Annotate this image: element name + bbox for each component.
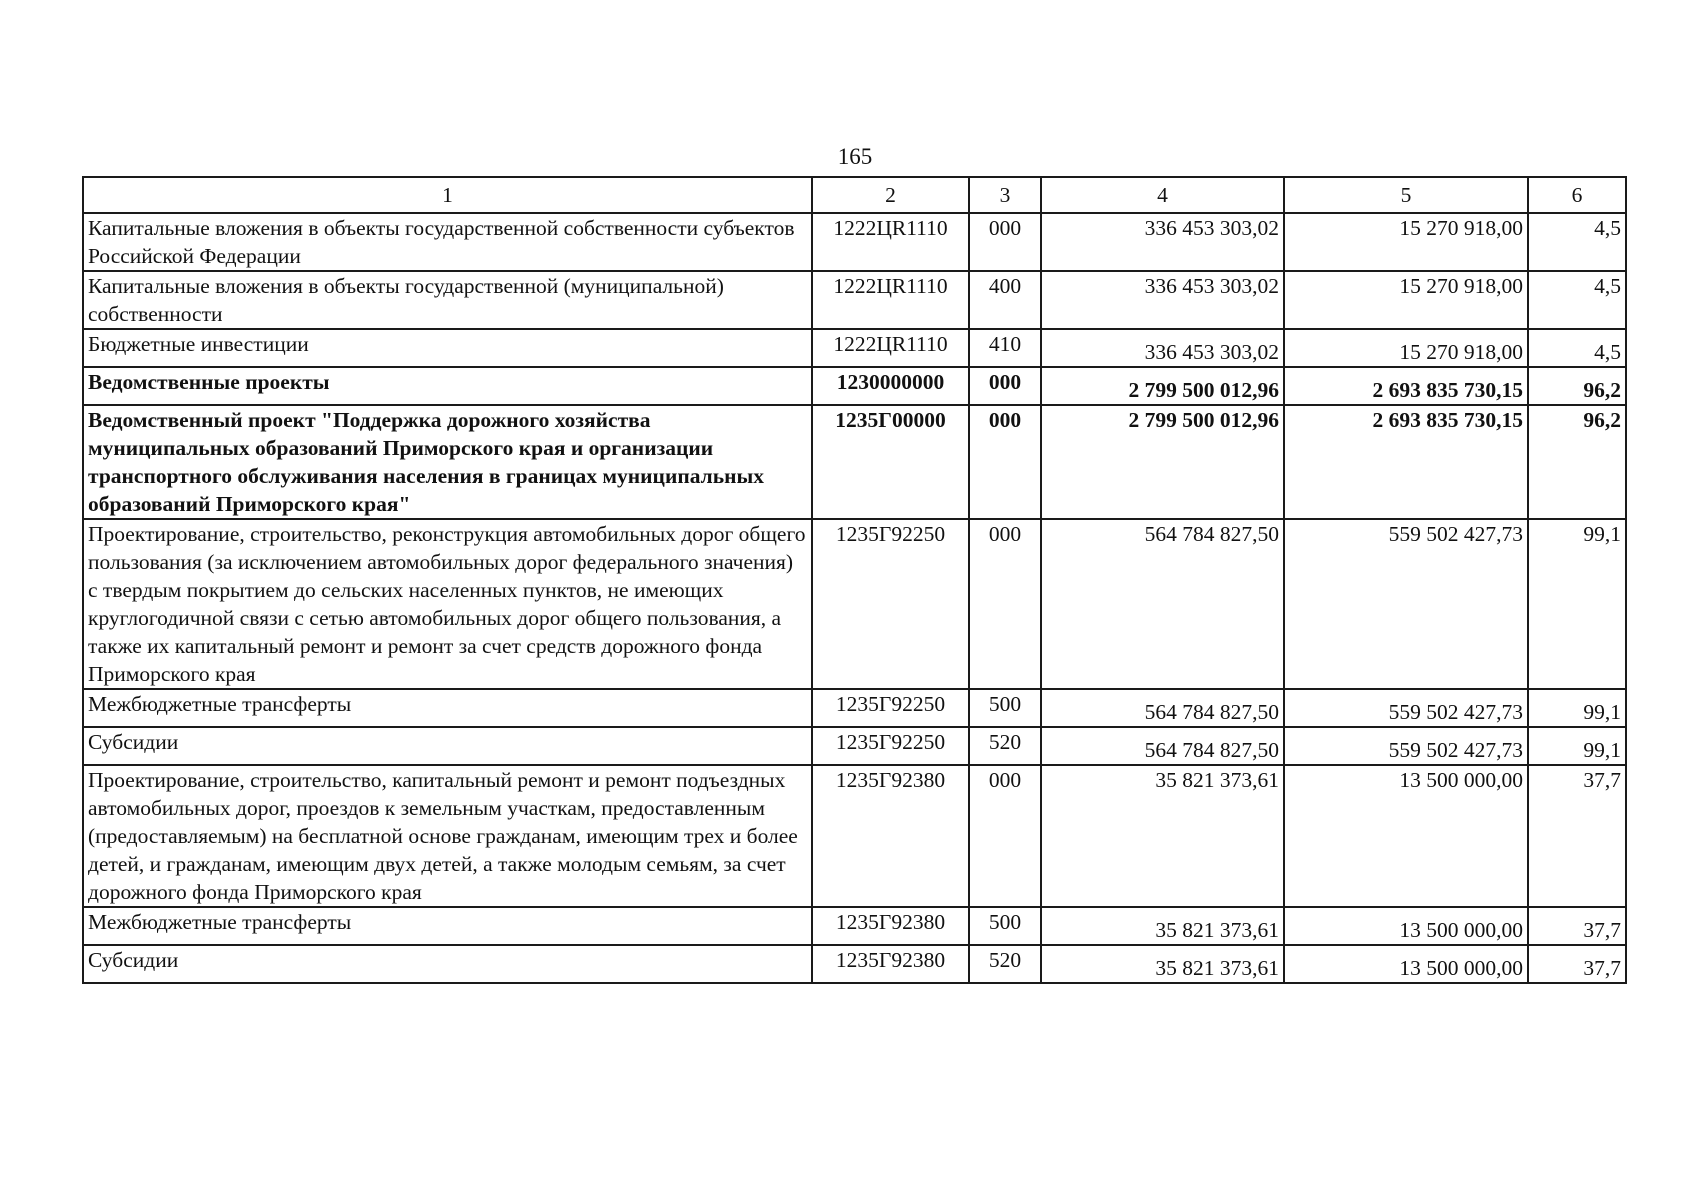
- row-percent: 99,1: [1528, 727, 1626, 765]
- row-percent: 37,7: [1528, 765, 1626, 907]
- row-fact: 2 693 835 730,15: [1284, 367, 1528, 405]
- header-cell-5: 5: [1284, 177, 1528, 213]
- row-type: 000: [969, 519, 1041, 689]
- row-type: 000: [969, 405, 1041, 519]
- budget-table: [82, 176, 1627, 984]
- row-type: 500: [969, 907, 1041, 945]
- row-type: 520: [969, 727, 1041, 765]
- row-code: 1222ЦR1110: [812, 329, 969, 367]
- row-plan: 35 821 373,61: [1041, 945, 1284, 983]
- row-type: 000: [969, 213, 1041, 271]
- row-code: 1235Г92250: [812, 727, 969, 765]
- row-name: Межбюджетные трансферты: [83, 907, 812, 945]
- row-plan: 336 453 303,02: [1041, 271, 1284, 329]
- row-name: Капитальные вложения в объекты государственной собственности субъектов Российской Федерации: [83, 213, 812, 271]
- row-fact: 559 502 427,73: [1284, 727, 1528, 765]
- row-percent: 37,7: [1528, 907, 1626, 945]
- table-row: [83, 945, 1626, 983]
- row-name: Ведомственный проект "Поддержка дорожного хозяйства муниципальных образований Приморского края и организации транспортного обслуживания населения в границах муниципальных образований Приморского края": [83, 405, 812, 519]
- header-cell-2: 2: [812, 177, 969, 213]
- row-plan: 564 784 827,50: [1041, 689, 1284, 727]
- table-row: [83, 329, 1626, 367]
- table-row: [83, 727, 1626, 765]
- row-type: 000: [969, 367, 1041, 405]
- row-plan: 35 821 373,61: [1041, 907, 1284, 945]
- row-type: 520: [969, 945, 1041, 983]
- row-plan: 564 784 827,50: [1041, 519, 1284, 689]
- row-plan: 2 799 500 012,96: [1041, 405, 1284, 519]
- header-cell-4: 4: [1041, 177, 1284, 213]
- header-cell-6: 6: [1528, 177, 1626, 213]
- page-number: [0, 144, 1698, 170]
- row-percent: 4,5: [1528, 213, 1626, 271]
- row-name: Субсидии: [83, 945, 812, 983]
- row-fact: 15 270 918,00: [1284, 271, 1528, 329]
- row-type: 500: [969, 689, 1041, 727]
- row-plan: 564 784 827,50: [1041, 727, 1284, 765]
- row-code: 1235Г92380: [812, 907, 969, 945]
- row-code: 1230000000: [812, 367, 969, 405]
- row-plan: 336 453 303,02: [1041, 213, 1284, 271]
- table-row: [83, 213, 1626, 271]
- row-percent: 99,1: [1528, 519, 1626, 689]
- table-row: [83, 367, 1626, 405]
- row-plan: 2 799 500 012,96: [1041, 367, 1284, 405]
- table-header-row: [83, 177, 1626, 213]
- table-row: [83, 271, 1626, 329]
- row-name: Проектирование, строительство, капитальный ремонт и ремонт подъездных автомобильных дорог, проездов к земельным участкам, предоставленным (предоставляемым) на бесплатной основе гражданам, имеющим трех и более детей, и гражданам, имеющим двух детей, а также молодым семьям, за счет дорожного фонда Приморского края: [83, 765, 812, 907]
- table-row: [83, 519, 1626, 689]
- row-code: 1235Г92380: [812, 765, 969, 907]
- row-name: Бюджетные инвестиции: [83, 329, 812, 367]
- row-name: Субсидии: [83, 727, 812, 765]
- row-code: 1222ЦR1110: [812, 271, 969, 329]
- row-plan: 35 821 373,61: [1041, 765, 1284, 907]
- row-percent: 4,5: [1528, 329, 1626, 367]
- row-fact: 13 500 000,00: [1284, 945, 1528, 983]
- row-fact: 559 502 427,73: [1284, 519, 1528, 689]
- row-fact: 2 693 835 730,15: [1284, 405, 1528, 519]
- row-fact: 559 502 427,73: [1284, 689, 1528, 727]
- row-code: 1222ЦR1110: [812, 213, 969, 271]
- row-percent: 96,2: [1528, 405, 1626, 519]
- row-name: Межбюджетные трансферты: [83, 689, 812, 727]
- table-row: [83, 405, 1626, 519]
- row-name: Проектирование, строительство, реконструкция автомобильных дорог общего пользования (за исключением автомобильных дорог федерального значения) с твердым покрытием до сельских населенных пунктов, не имеющих круглогодичной связи с сетью автомобильных дорог общего пользования, а также их капитальный ремонт и ремонт за счет средств дорожного фонда Приморского края: [83, 519, 812, 689]
- header-cell-3: 3: [969, 177, 1041, 213]
- row-name: Капитальные вложения в объекты государственной (муниципальной) собственности: [83, 271, 812, 329]
- row-type: 400: [969, 271, 1041, 329]
- row-type: 410: [969, 329, 1041, 367]
- row-code: 1235Г92250: [812, 519, 969, 689]
- row-type: 000: [969, 765, 1041, 907]
- row-plan: 336 453 303,02: [1041, 329, 1284, 367]
- page-number-text: 165: [837, 144, 873, 169]
- row-code: 1235Г92380: [812, 945, 969, 983]
- table-row: [83, 907, 1626, 945]
- row-code: 1235Г00000: [812, 405, 969, 519]
- table-row: [83, 689, 1626, 727]
- row-fact: 15 270 918,00: [1284, 213, 1528, 271]
- row-fact: 15 270 918,00: [1284, 329, 1528, 367]
- row-percent: 37,7: [1528, 945, 1626, 983]
- row-code: 1235Г92250: [812, 689, 969, 727]
- row-percent: 99,1: [1528, 689, 1626, 727]
- row-percent: 96,2: [1528, 367, 1626, 405]
- row-percent: 4,5: [1528, 271, 1626, 329]
- row-fact: 13 500 000,00: [1284, 765, 1528, 907]
- table-row: [83, 765, 1626, 907]
- row-name: Ведомственные проекты: [83, 367, 812, 405]
- header-cell-1: 1: [83, 177, 812, 213]
- row-fact: 13 500 000,00: [1284, 907, 1528, 945]
